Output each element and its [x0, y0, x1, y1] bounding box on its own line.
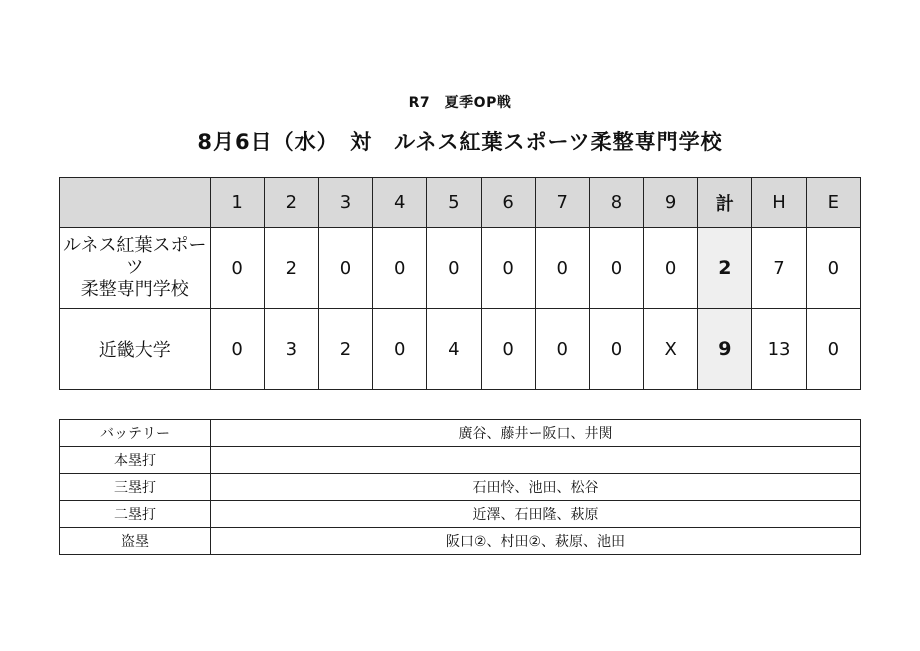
- inning-header: 7: [535, 178, 589, 228]
- stats-row-steal: [60, 528, 861, 555]
- inning-score: 0: [644, 228, 698, 309]
- hits-count: 7: [752, 228, 806, 309]
- game-subtitle: R7 夏季OP戦: [408, 95, 512, 111]
- inning-score: 0: [318, 228, 372, 309]
- stats-value: 石田怜、池田、松谷: [211, 474, 861, 501]
- stats-value: 阪口②、村田②、萩原、池田: [211, 528, 861, 555]
- inning-score: 3: [264, 309, 318, 390]
- team-header-cell: [60, 178, 211, 228]
- inning-header: 9: [644, 178, 698, 228]
- stats-label: バッテリー: [60, 420, 211, 447]
- inning-score: 2: [318, 309, 372, 390]
- scoreboard-table: [59, 177, 861, 390]
- inning-score: 0: [481, 309, 535, 390]
- inning-score: 0: [589, 228, 643, 309]
- team-name-visitor: [60, 228, 211, 309]
- stats-value: 廣谷、藤井ー阪口、井関: [211, 420, 861, 447]
- inning-score: 0: [535, 309, 589, 390]
- inning-header: 6: [481, 178, 535, 228]
- errors-header: E: [806, 178, 860, 228]
- score-row-home: [60, 309, 861, 390]
- stats-row-triple: [60, 474, 861, 501]
- total-runs: 9: [698, 309, 752, 390]
- inning-header: 8: [589, 178, 643, 228]
- total-header: 計: [698, 178, 752, 228]
- inning-score: 0: [481, 228, 535, 309]
- inning-score: 2: [264, 228, 318, 309]
- stats-label: 三塁打: [60, 474, 211, 501]
- inning-score: 0: [373, 228, 427, 309]
- inning-score: 4: [427, 309, 481, 390]
- errors-count: 0: [806, 228, 860, 309]
- errors-count: 0: [806, 309, 860, 390]
- inning-header: 3: [318, 178, 372, 228]
- team-name-line2: 柔整専門学校: [80, 279, 189, 300]
- inning-header: 2: [264, 178, 318, 228]
- inning-header: 5: [427, 178, 481, 228]
- total-runs: 2: [698, 228, 752, 309]
- inning-score: 0: [210, 309, 264, 390]
- stats-label: 盗塁: [60, 528, 211, 555]
- inning-score: 0: [210, 228, 264, 309]
- inning-header: 4: [373, 178, 427, 228]
- stats-row-homerun: [60, 447, 861, 474]
- game-stats-table: [59, 419, 861, 555]
- game-title: 8月6日（水） 対 ルネス紅葉スポーツ柔整専門学校: [197, 130, 723, 154]
- stats-value: [211, 447, 861, 474]
- stats-value: 近澤、石田隆、萩原: [211, 501, 861, 528]
- inning-score: 0: [535, 228, 589, 309]
- inning-score: X: [644, 309, 698, 390]
- inning-score: 0: [373, 309, 427, 390]
- scoreboard-header-row: [60, 178, 861, 228]
- inning-header: 1: [210, 178, 264, 228]
- hits-header: H: [752, 178, 806, 228]
- team-name-line1: ルネス紅葉スポーツ: [63, 235, 207, 278]
- inning-score: 0: [589, 309, 643, 390]
- stats-label: 本塁打: [60, 447, 211, 474]
- score-row-visitor: [60, 228, 861, 309]
- stats-row-battery: [60, 420, 861, 447]
- stats-label: 二塁打: [60, 501, 211, 528]
- stats-row-double: [60, 501, 861, 528]
- team-name-home: 近畿大学: [60, 309, 211, 390]
- inning-score: 0: [427, 228, 481, 309]
- hits-count: 13: [752, 309, 806, 390]
